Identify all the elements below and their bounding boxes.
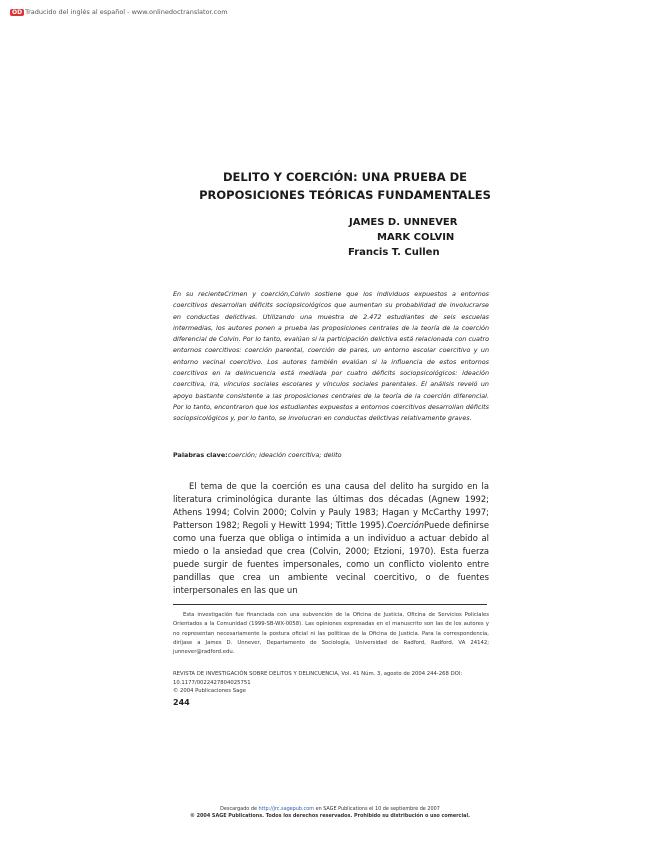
body-paragraph <box>173 480 489 597</box>
download-notice <box>0 806 660 820</box>
abstract-text: Colvin sostiene que los individuos expuestos a entornos coercitivos desarrollan déficits sociopsicológicos que aumentan su probabilidad de involucrarse en conductas delictivas. Utilizando una muestra de 2.472 estudiantes de seis escuelas intermedias, los autores ponen a prueba las proposiciones centrales de la teoría de la coerción diferencial de Colvin. Por lo tanto, evalúan si la participación delictiva está relacionada con cuatro entornos coercitivos: coerción parental, coerción de pares, un entorno escolar coercitivo y un entorno vecinal coercitivo. Los autores también evalúan si la influencia de estos entornos coercitivos en la delincuencia está mediada por cuatro déficits sociopsicológicos: ideación coercitiva, ira, vínculos sociales escolares y vínculos sociales parentales. El análisis reveló un apoyo bastante consistente a las proposiciones centrales de la teoría de la coerción diferencial. Por lo tanto, encontraron que los estudiantes expuestos a entornos coercitivos desarrollan déficits sociopsicológicos y, por lo tanto, se involucran en conductas delictivas relativamente graves. <box>173 290 489 423</box>
download-line-1 <box>0 806 660 813</box>
translator-logo-icon: OD <box>12 9 23 16</box>
journal-citation: REVISTA DE INVESTIGACIÓN SOBRE DELITOS Y DELINCUENCIA, Vol. 41 Núm. 3, agosto de 2004 244-268 DOI: <box>173 671 463 677</box>
body-text-1: El tema de que la coerción es una causa del delito ha surgido en la literatura criminológica durante las últimas dos décadas (Agnew 1992; Athens 1994; Colvin 2000; Colvin y Pauly 1983; Hagan y McCarthy 1997; Patterson 1982; Regoli y Hewitt 1994; Tittle 1995). <box>173 481 489 530</box>
journal-info <box>173 670 489 696</box>
keywords-label: Palabras clave: <box>173 451 228 459</box>
abstract-lead: En su reciente <box>173 290 225 298</box>
abstract-book-title: Crimen y coerción, <box>224 290 291 298</box>
author-3: Francis T. Cullen <box>348 247 440 258</box>
article-title <box>150 168 540 204</box>
download-link[interactable]: http://jrc.sagepub.com <box>258 806 314 812</box>
author-2: MARK COLVIN <box>377 232 455 243</box>
download-post: en SAGE Publications el 10 de septiembre de 2007 <box>315 806 440 812</box>
abstract <box>173 289 489 425</box>
footnote: Esta investigación fue financiada con una subvención de la Oficina de Justicia, Oficina de Servicios Policiales Orientados a la Comunidad (1999-SB-WX-0058). Las opiniones expresadas en el manuscrito son las de los autores y no representan necesariamente la postura oficial ni las políticas de la Oficina de Justicia. Para la correspondencia, diríjase a James D. Unnever, Departamento de Sociología, Universidad de Radford, Radford, VA 24142; junnever@radford.edu. <box>173 612 489 656</box>
keywords <box>173 451 342 459</box>
translator-banner <box>10 8 228 16</box>
download-rights: © 2004 SAGE Publications. Todos los derechos reservados. Prohibido su distribución o uso comercial. <box>190 813 470 819</box>
body-text-2: Puede definirse como una fuerza que obliga o intimida a un individuo a actuar debido al miedo o la ansiedad que crea (Colvin, 2000; Etzioni, 1970). Esta fuerza puede surgir de fuentes impersonales, como un conflicto violento entre pandillas que crea un ambiente vecinal coercitivo, o de fuentes interpersonales en las que un <box>173 520 490 595</box>
article-title-line-2: PROPOSICIONES TEÓRICAS FUNDAMENTALES <box>199 188 491 202</box>
page-number: 244 <box>173 698 190 707</box>
article-title-line-1: DELITO Y COERCIÓN: UNA PRUEBA DE <box>222 170 468 184</box>
journal-copyright: © 2004 Publicaciones Sage <box>173 688 246 695</box>
footnote-divider <box>173 604 487 605</box>
download-pre: Descargado de <box>220 806 257 812</box>
keywords-text: coerción; ideación coercitiva; delito <box>227 451 342 459</box>
author-1: JAMES D. UNNEVER <box>349 217 458 228</box>
translator-banner-text: Traducido del inglés al español - www.onlinedoctranslator.com <box>25 8 228 16</box>
body-term: Coerción <box>387 520 425 530</box>
journal-doi: 10.1177/0022427804025751 <box>173 679 251 686</box>
